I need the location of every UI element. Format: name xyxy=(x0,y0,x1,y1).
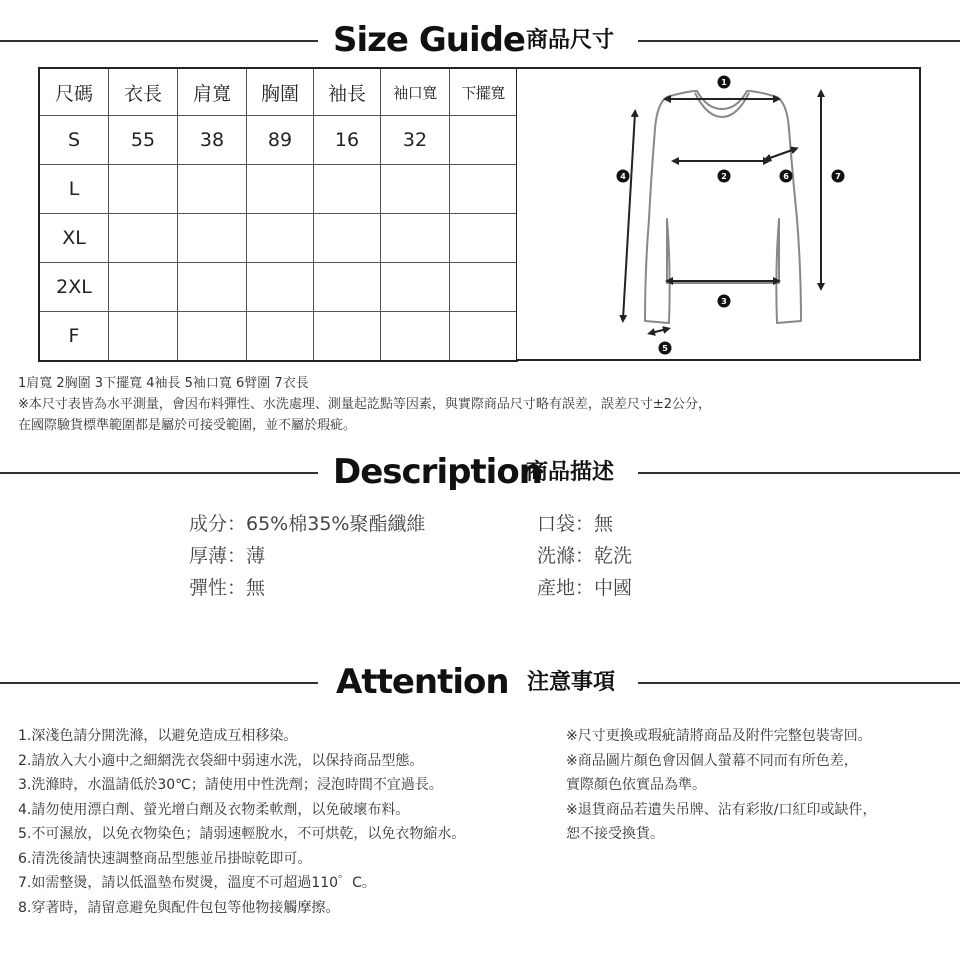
size-notes xyxy=(18,373,711,436)
table-cell xyxy=(247,214,314,263)
header-cell: 袖口寬 xyxy=(381,68,450,116)
table-row xyxy=(39,116,517,165)
divider-line xyxy=(638,40,960,42)
marker-6-icon xyxy=(780,170,793,183)
list-item: 4.請勿使用漂白劑、螢光增白劑及衣物柔軟劑，以免破壞布料。 xyxy=(18,801,410,818)
table-row xyxy=(39,263,517,312)
table-cell xyxy=(109,214,178,263)
table-cell xyxy=(450,263,518,312)
description-left xyxy=(189,508,425,604)
note-line: 在國際驗貨標準範圍都是屬於可接受範圍，並不屬於瑕疵。 xyxy=(18,418,357,433)
header-cell: 袖長 xyxy=(314,68,381,116)
table-cell xyxy=(247,165,314,214)
table-cell xyxy=(178,165,247,214)
care-instructions xyxy=(18,724,465,920)
svg-text:2: 2 xyxy=(721,172,727,181)
table-cell xyxy=(450,214,518,263)
list-item: 7.如需整燙，請以低溫墊布熨燙，溫度不可超過110゜C。 xyxy=(18,875,376,891)
table-cell: 89 xyxy=(247,116,314,165)
svg-text:7: 7 xyxy=(835,172,841,181)
divider-line xyxy=(638,682,960,684)
description-title: Description xyxy=(333,452,542,492)
return-policy xyxy=(566,724,876,847)
table-cell: 38 xyxy=(178,116,247,165)
header-cell: 衣長 xyxy=(109,68,178,116)
table-cell xyxy=(450,165,518,214)
table-cell: 32 xyxy=(381,116,450,165)
note-line: ※本尺寸表皆為水平測量，會因布料彈性、水洗處理、測量起訖點等因素，與實際商品尺寸略有誤差，誤差尺寸±2公分， xyxy=(18,397,712,412)
list-item: 8.穿著時，請留意避免與配件包包等他物接觸摩擦。 xyxy=(18,899,340,916)
attention-header xyxy=(0,662,960,702)
table-cell xyxy=(450,116,518,165)
table-cell: XL xyxy=(39,214,109,263)
measurement-markers xyxy=(617,76,845,355)
thickness-spec: 厚薄：薄 xyxy=(189,545,266,567)
divider-line xyxy=(638,472,960,474)
list-item: 3.洗滌時，水溫請低於30℃；請使用中性洗劑；浸泡時間不宜過長。 xyxy=(18,777,443,793)
table-row xyxy=(39,312,517,362)
divider-line xyxy=(0,682,318,684)
list-item: 6.清洗後請快速調整商品型態並吊掛晾乾即可。 xyxy=(18,850,312,867)
marker-3-icon xyxy=(718,295,731,308)
divider-line xyxy=(0,40,318,42)
table-cell xyxy=(247,312,314,362)
attention-title: Attention xyxy=(336,662,509,702)
description-title-zh: 商品描述 xyxy=(526,460,615,485)
marker-7-icon xyxy=(832,170,845,183)
list-item: 實際顏色依實品為準。 xyxy=(566,777,706,793)
divider-line xyxy=(0,472,318,474)
table-row xyxy=(39,214,517,263)
svg-text:1: 1 xyxy=(721,78,727,87)
marker-1-icon xyxy=(718,76,731,89)
table-cell xyxy=(381,214,450,263)
list-item: 1.深淺色請分開洗滌，以避免造成互相移染。 xyxy=(18,728,298,744)
header-cell: 胸圍 xyxy=(247,68,314,116)
list-item: 5.不可濕放，以免衣物染色；請弱速輕脫水，不可烘乾，以免衣物縮水。 xyxy=(18,826,466,842)
attention-title-zh: 注意事項 xyxy=(527,670,616,695)
header-cell: 肩寬 xyxy=(178,68,247,116)
garment-diagram xyxy=(517,67,921,361)
table-cell xyxy=(247,263,314,312)
size-guide-header xyxy=(0,20,960,60)
elasticity-spec: 彈性：無 xyxy=(189,577,266,599)
svg-text:5: 5 xyxy=(662,344,668,353)
table-header-row xyxy=(39,68,517,116)
marker-2-icon xyxy=(718,170,731,183)
header-cell: 下擺寬 xyxy=(450,68,518,116)
table-cell xyxy=(314,214,381,263)
marker-4-icon xyxy=(617,170,630,183)
list-item: ※尺寸更換或瑕疵請將商品及附件完整包裝寄回。 xyxy=(566,728,872,744)
table-cell xyxy=(178,214,247,263)
size-guide-title: Size Guide xyxy=(333,20,525,60)
svg-text:4: 4 xyxy=(620,172,626,181)
table-cell xyxy=(314,263,381,312)
table-cell: S xyxy=(39,116,109,165)
table-cell: L xyxy=(39,165,109,214)
size-table xyxy=(38,67,518,362)
table-cell xyxy=(381,263,450,312)
table-cell xyxy=(178,263,247,312)
table-cell xyxy=(381,165,450,214)
svg-text:6: 6 xyxy=(783,172,789,181)
table-cell: 55 xyxy=(109,116,178,165)
table-cell xyxy=(314,165,381,214)
table-row xyxy=(39,165,517,214)
table-cell xyxy=(314,312,381,362)
description-right xyxy=(537,508,632,604)
table-cell: 2XL xyxy=(39,263,109,312)
svg-text:3: 3 xyxy=(721,297,727,306)
table-cell xyxy=(109,312,178,362)
header-cell: 尺碼 xyxy=(39,68,109,116)
size-guide-title-zh: 商品尺寸 xyxy=(526,28,615,53)
list-item: 恕不接受換貨。 xyxy=(566,826,664,842)
list-item: ※商品圖片顏色會因個人螢幕不同而有所色差， xyxy=(566,752,858,769)
shirt-outline xyxy=(645,91,801,323)
table-cell xyxy=(109,263,178,312)
table-cell xyxy=(109,165,178,214)
material-spec: 成分：65%棉35%聚酯纖維 xyxy=(189,513,426,535)
shirt-illustration xyxy=(517,69,919,361)
table-cell xyxy=(178,312,247,362)
table-cell: F xyxy=(39,312,109,362)
table-cell xyxy=(450,312,518,362)
marker-5-icon xyxy=(659,342,672,355)
table-cell: 16 xyxy=(314,116,381,165)
measurement-legend: 1肩寬 2胸圍 3下擺寬 4袖長 5袖口寬 6臂圍 7衣長 xyxy=(18,376,309,391)
list-item: 2.請放入大小適中之細網洗衣袋細中弱速水洗，以保持商品型態。 xyxy=(18,752,424,769)
washing-spec: 洗滌：乾洗 xyxy=(537,545,633,567)
pocket-spec: 口袋：無 xyxy=(537,513,614,535)
description-header xyxy=(0,452,960,492)
table-cell xyxy=(381,312,450,362)
origin-spec: 產地：中國 xyxy=(537,577,633,599)
list-item: ※退貨商品若遺失吊牌、沾有彩妝/口紅印或缺件， xyxy=(566,801,877,818)
